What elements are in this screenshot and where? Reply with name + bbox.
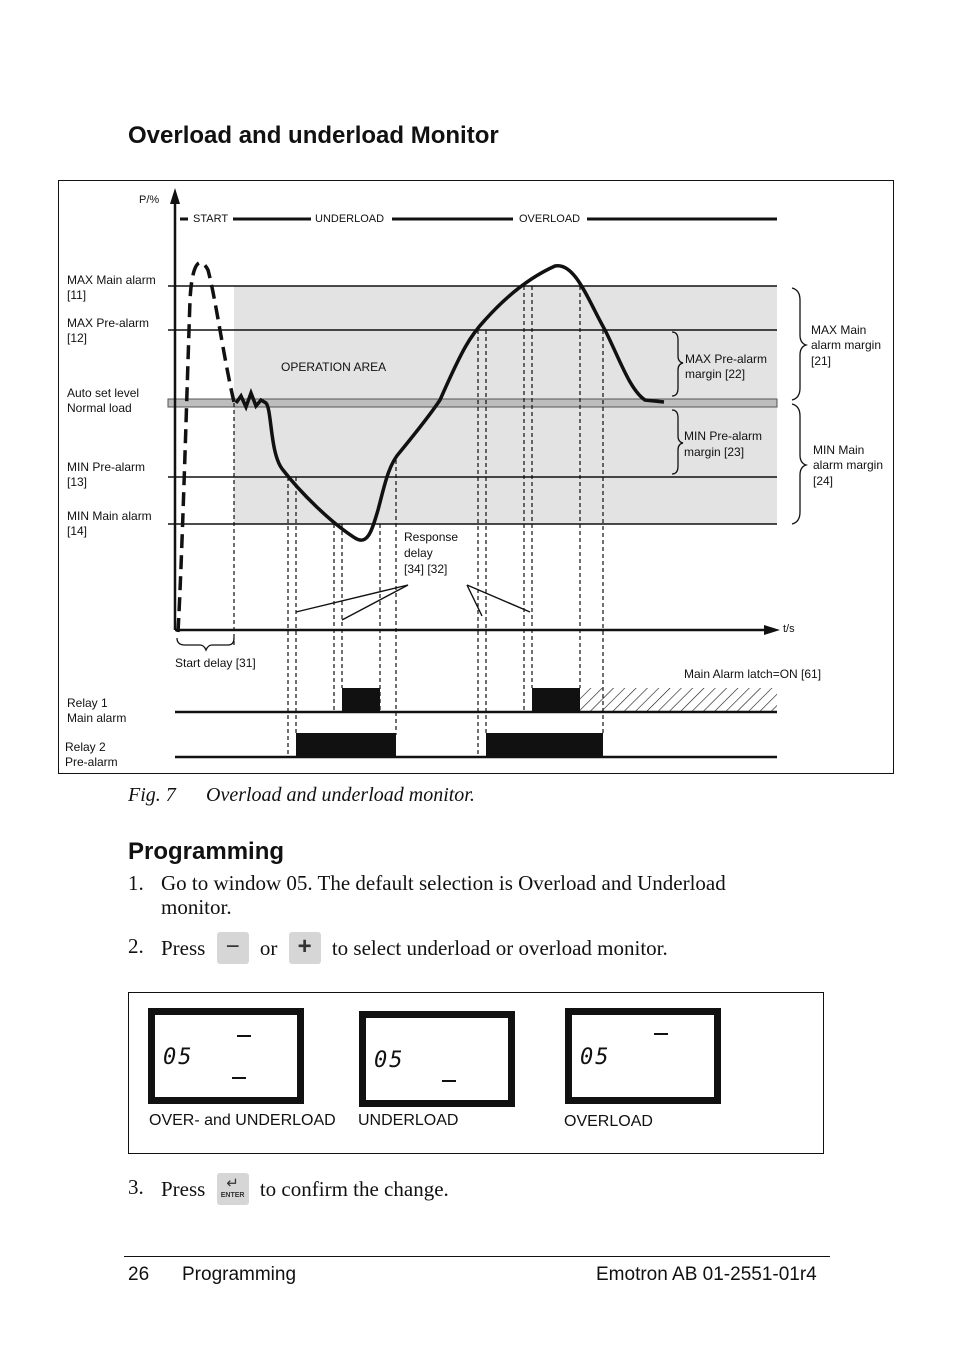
startup-curve: [178, 263, 234, 632]
footer-page-number: 26: [128, 1264, 150, 1285]
svg-text:MIN Main alarm: MIN Main alarm: [67, 509, 152, 523]
x-axis-label: t/s: [783, 623, 795, 635]
svg-text:MIN Main: MIN Main: [813, 443, 865, 457]
display-label: OVERLOAD: [564, 1113, 653, 1130]
svg-text:alarm margin: alarm margin: [811, 338, 882, 352]
svg-text:[13]: [13]: [67, 475, 88, 489]
step-1: [128, 871, 828, 921]
svg-text:Normal load: Normal load: [67, 401, 132, 415]
step-number: 2.: [128, 934, 144, 958]
step-text-mid: or: [259, 935, 278, 960]
svg-text:[34] [32]: [34] [32]: [404, 562, 448, 576]
lcd-display-overload: [565, 1008, 721, 1104]
svg-text:margin [22]: margin [22]: [685, 367, 746, 381]
overload-indicator-icon: [237, 1035, 251, 1037]
svg-text:MIN Pre-alarm: MIN Pre-alarm: [67, 460, 146, 474]
svg-text:MAX Main alarm: MAX Main alarm: [67, 273, 156, 287]
step-number: 1.: [128, 871, 144, 895]
svg-text:Response: Response: [404, 530, 459, 544]
footer-rule: [124, 1256, 830, 1257]
relay1-pulse-over: [532, 688, 580, 712]
phase-overload: OVERLOAD: [519, 213, 581, 225]
svg-text:[14]: [14]: [67, 524, 88, 538]
section-heading-programming: Programming: [128, 838, 285, 865]
minus-key-icon: −: [217, 932, 249, 964]
x-axis-arrow: [764, 625, 780, 635]
step-text: Go to window 05. The default selection is Overload and Underload monitor.: [161, 871, 726, 919]
caption-text: Overload and underload monitor.: [206, 784, 475, 806]
svg-text:[11]: [11]: [67, 288, 87, 302]
svg-text:MAX Pre-alarm: MAX Pre-alarm: [685, 352, 768, 366]
lcd-value: 05: [374, 1048, 405, 1073]
response-delay-arrows: [296, 585, 530, 620]
latch-label: Main Alarm latch=ON [61]: [684, 667, 822, 681]
lcd-value: 05: [163, 1045, 194, 1070]
svg-text:margin [23]: margin [23]: [684, 445, 745, 459]
relay1-latch-hatch: [580, 688, 777, 712]
relay1-pulse-under: [342, 688, 380, 712]
display-label: UNDERLOAD: [358, 1112, 459, 1129]
underload-indicator-icon: [232, 1077, 246, 1079]
svg-text:alarm margin: alarm margin: [813, 458, 884, 472]
step-number: 3.: [128, 1175, 144, 1199]
step-text-pre: Press: [161, 935, 206, 960]
figure-caption: [128, 784, 475, 807]
step-2: [128, 934, 828, 968]
lcd-value: 05: [580, 1045, 611, 1070]
display-label: OVER- and UNDERLOAD: [149, 1112, 336, 1129]
lcd-display-over-underload: [148, 1008, 304, 1104]
step-text-post: to select underload or overload monitor.: [331, 935, 668, 960]
level-labels: [67, 273, 156, 538]
y-axis-label: P/%: [139, 194, 160, 206]
overload-indicator-icon: [654, 1033, 668, 1035]
underload-indicator-icon: [442, 1080, 456, 1082]
svg-text:Auto set level: Auto set level: [67, 386, 140, 400]
section-heading-overload: Overload and underload Monitor: [128, 122, 499, 149]
step-text-post: to confirm the change.: [259, 1176, 449, 1201]
brace-min-main: [792, 404, 806, 524]
y-axis-arrow: [170, 188, 180, 204]
footer-doc-id: Emotron AB 01-2551-01r4: [596, 1264, 817, 1285]
start-delay-brace: [177, 638, 234, 650]
lcd-display-underload: [359, 1011, 515, 1107]
operation-area-label: OPERATION AREA: [281, 360, 387, 374]
svg-text:[12]: [12]: [67, 331, 88, 345]
svg-text:delay: delay: [404, 546, 433, 560]
phase-start: START: [193, 213, 229, 225]
relay1-label-2: Main alarm: [67, 711, 127, 725]
step-text-pre: Press: [161, 1176, 206, 1201]
step-3: [128, 1175, 828, 1209]
brace-max-main: [792, 288, 806, 400]
caption-number: Fig. 7: [128, 784, 176, 806]
svg-text:MAX Pre-alarm: MAX Pre-alarm: [67, 316, 150, 330]
footer-section: Programming: [182, 1264, 297, 1285]
relay2-label-2: Pre-alarm: [65, 755, 118, 769]
svg-text:MAX Main: MAX Main: [811, 323, 867, 337]
svg-text:MIN Pre-alarm: MIN Pre-alarm: [684, 429, 763, 443]
plus-key-icon: +: [289, 932, 321, 964]
svg-text:[21]: [21]: [811, 354, 832, 368]
relay2-pulse-under: [296, 733, 396, 757]
relay2-pulse-over: [486, 733, 603, 757]
start-delay-label: Start delay [31]: [175, 656, 256, 670]
relay1-label-1: Relay 1: [67, 696, 108, 710]
svg-text:[24]: [24]: [813, 474, 834, 488]
phase-underload: UNDERLOAD: [315, 213, 385, 225]
relay2-label-1: Relay 2: [65, 740, 106, 754]
display-panel: [128, 992, 824, 1154]
response-delay-label: [404, 530, 458, 576]
enter-key-icon: ↵ ENTER: [217, 1173, 249, 1205]
